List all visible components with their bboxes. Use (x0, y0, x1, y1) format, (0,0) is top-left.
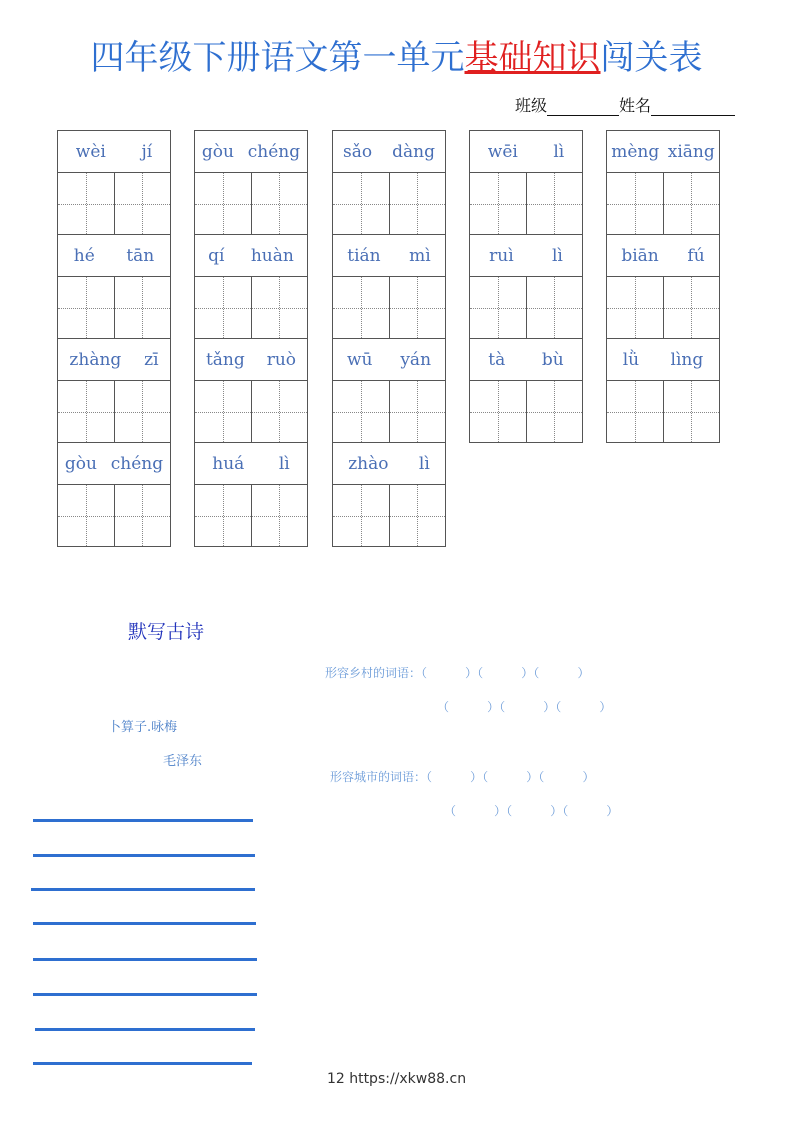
rural-label: 形容乡村的词语： (325, 666, 422, 680)
pinyin-syllable: huàn (250, 245, 294, 266)
title-highlight: 基础知识 (464, 38, 601, 78)
word-column (469, 130, 583, 443)
rural-words-row-1 (325, 664, 589, 681)
pinyin-row (195, 235, 307, 277)
word-block (57, 234, 171, 338)
tianzige-cell[interactable] (114, 173, 171, 234)
pinyin-syllable: zhào (348, 453, 389, 474)
pinyin-syllable: lì (278, 453, 290, 474)
pinyin-syllable: bù (541, 349, 564, 370)
tianzige-cell[interactable] (114, 277, 171, 338)
pinyin-row (470, 235, 582, 277)
tianzige-cell[interactable] (251, 381, 308, 442)
pinyin-syllable: tǎng (205, 349, 245, 370)
pinyin-syllable: sǎo (343, 141, 373, 162)
pinyin-syllable: mèng (611, 141, 660, 162)
word-block (332, 130, 446, 234)
pinyin-syllable: fú (687, 245, 705, 266)
pinyin-syllable: hé (73, 245, 95, 266)
poem-heading: 默写古诗 (128, 621, 205, 643)
pinyin-row (195, 443, 307, 485)
writing-grid (607, 173, 719, 234)
pinyin-syllable: tián (347, 245, 381, 266)
tianzige-cell[interactable] (195, 485, 251, 546)
pinyin-syllable: lì (551, 245, 563, 266)
pinyin-syllable: zī (144, 349, 159, 370)
tianzige-cell[interactable] (470, 173, 526, 234)
pinyin-row (195, 339, 307, 381)
writing-grid (58, 173, 170, 234)
tianzige-cell[interactable] (333, 381, 389, 442)
word-block (606, 130, 720, 234)
writing-grid (333, 381, 445, 442)
tianzige-cell[interactable] (251, 485, 308, 546)
word-block (57, 442, 171, 547)
pinyin-syllable: gòu (201, 141, 234, 162)
tianzige-cell[interactable] (195, 381, 251, 442)
tianzige-cell[interactable] (195, 277, 251, 338)
urban-words-row-1 (330, 768, 594, 785)
pinyin-row (195, 131, 307, 173)
writing-grid (195, 173, 307, 234)
tianzige-cell[interactable] (389, 277, 446, 338)
word-block (332, 338, 446, 442)
tianzige-cell[interactable] (58, 485, 114, 546)
tianzige-cell[interactable] (333, 277, 389, 338)
word-block (57, 338, 171, 442)
pinyin-syllable: dàng (392, 141, 435, 162)
title-end: 闯关表 (600, 38, 703, 78)
word-block (194, 338, 308, 442)
tianzige-cell[interactable] (526, 277, 583, 338)
word-column (194, 130, 308, 547)
word-block (332, 442, 446, 547)
word-block (57, 130, 171, 234)
name-label: 姓名 (619, 96, 652, 115)
pinyin-syllable: zhàng (69, 349, 122, 370)
pinyin-syllable: chéng (110, 453, 164, 474)
pinyin-syllable: wèi (75, 141, 106, 162)
tianzige-cell[interactable] (114, 485, 171, 546)
pinyin-syllable: chéng (247, 141, 301, 162)
writing-grid (470, 277, 582, 338)
pinyin-row (58, 339, 170, 381)
writing-grid (470, 173, 582, 234)
poem-name: 卜算子.咏梅 (108, 720, 178, 735)
writing-line[interactable] (31, 888, 255, 891)
tianzige-cell[interactable] (526, 381, 583, 442)
pinyin-syllable: ruì (489, 245, 514, 266)
pinyin-row (470, 131, 582, 173)
pinyin-syllable: xiāng (667, 141, 715, 162)
writing-grid (607, 381, 719, 442)
writing-grid (333, 277, 445, 338)
pinyin-syllable: wū (346, 349, 373, 370)
poem-author: 毛泽东 (163, 754, 203, 769)
tianzige-cell[interactable] (526, 173, 583, 234)
word-block (332, 234, 446, 338)
tianzige-cell[interactable] (470, 277, 526, 338)
pinyin-syllable: qí (208, 245, 225, 266)
pinyin-row (58, 443, 170, 485)
word-block (194, 442, 308, 547)
tianzige-cell[interactable] (114, 381, 171, 442)
pinyin-row (607, 235, 719, 277)
tianzige-cell[interactable] (251, 173, 308, 234)
pinyin-syllable: lì (553, 141, 565, 162)
pinyin-syllable: tà (488, 349, 506, 370)
tianzige-cell[interactable] (663, 277, 720, 338)
word-block (606, 234, 720, 338)
writing-line[interactable] (33, 958, 257, 961)
writing-line[interactable] (33, 854, 255, 857)
writing-line[interactable] (33, 993, 257, 996)
pinyin-syllable: lì (418, 453, 430, 474)
writing-grid (58, 485, 170, 546)
word-block (194, 234, 308, 338)
blank-group[interactable]: （ ）（ ）（ ） (421, 666, 590, 680)
tianzige-cell[interactable] (470, 381, 526, 442)
writing-line[interactable] (35, 1028, 255, 1031)
pinyin-syllable: biān (621, 245, 659, 266)
writing-line[interactable] (33, 922, 256, 925)
pinyin-row (58, 235, 170, 277)
pinyin-row (333, 131, 445, 173)
pinyin-row (333, 339, 445, 381)
pinyin-syllable: yán (400, 349, 432, 370)
word-block (194, 130, 308, 234)
urban-words-row-2[interactable]: （ ）（ ）（ ） (444, 804, 619, 818)
urban-label: 形容城市的词语： (330, 770, 427, 784)
pinyin-syllable: wēi (487, 141, 518, 162)
tianzige-cell[interactable] (389, 381, 446, 442)
pinyin-syllable: lìng (670, 349, 704, 370)
writing-grid (195, 381, 307, 442)
word-block (606, 338, 720, 443)
pinyin-syllable: tān (126, 245, 155, 266)
class-blank[interactable] (547, 99, 619, 116)
title-main: 四年级下册语文第一单元 (90, 38, 465, 78)
word-block (469, 338, 583, 443)
pinyin-syllable: lǜ (622, 349, 640, 370)
pinyin-row (333, 443, 445, 485)
tianzige-cell[interactable] (58, 173, 114, 234)
tianzige-cell[interactable] (58, 277, 114, 338)
tianzige-cell[interactable] (251, 277, 308, 338)
tianzige-cell[interactable] (607, 277, 663, 338)
pinyin-row (607, 131, 719, 173)
pinyin-syllable: huá (212, 453, 245, 474)
tianzige-cell[interactable] (607, 173, 663, 234)
pinyin-syllable: gòu (64, 453, 97, 474)
pinyin-row (58, 131, 170, 173)
pinyin-syllable: mì (409, 245, 431, 266)
tianzige-cell[interactable] (663, 173, 720, 234)
writing-grid (58, 277, 170, 338)
word-column (57, 130, 171, 547)
tianzige-cell[interactable] (195, 173, 251, 234)
page-title (0, 30, 793, 79)
writing-grid (470, 381, 582, 442)
page-footer: 12 https://xkw88.cn (326, 1071, 467, 1087)
tianzige-cell[interactable] (389, 173, 446, 234)
class-label: 班级 (515, 96, 548, 115)
writing-line[interactable] (33, 819, 253, 822)
rural-words-row-2[interactable]: （ ）（ ）（ ） (437, 700, 612, 714)
writing-grid (333, 485, 445, 546)
tianzige-cell[interactable] (333, 173, 389, 234)
tianzige-cell[interactable] (58, 381, 114, 442)
writing-grid (333, 173, 445, 234)
word-column (332, 130, 446, 547)
pinyin-syllable: jí (141, 141, 153, 162)
writing-grid (195, 485, 307, 546)
pinyin-row (470, 339, 582, 381)
writing-grid (195, 277, 307, 338)
tianzige-cell[interactable] (389, 485, 446, 546)
writing-grid (607, 277, 719, 338)
tianzige-cell[interactable] (333, 485, 389, 546)
blank-group[interactable]: （ ）（ ）（ ） (426, 770, 595, 784)
word-block (469, 130, 583, 234)
writing-grid (58, 381, 170, 442)
class-name-bar (515, 93, 735, 116)
tianzige-cell[interactable] (607, 381, 663, 442)
word-column (606, 130, 720, 443)
word-block (469, 234, 583, 338)
pinyin-syllable: ruò (266, 349, 297, 370)
name-blank[interactable] (651, 99, 735, 116)
writing-line[interactable] (33, 1062, 252, 1065)
tianzige-cell[interactable] (663, 381, 720, 442)
pinyin-row (607, 339, 719, 381)
pinyin-row (333, 235, 445, 277)
